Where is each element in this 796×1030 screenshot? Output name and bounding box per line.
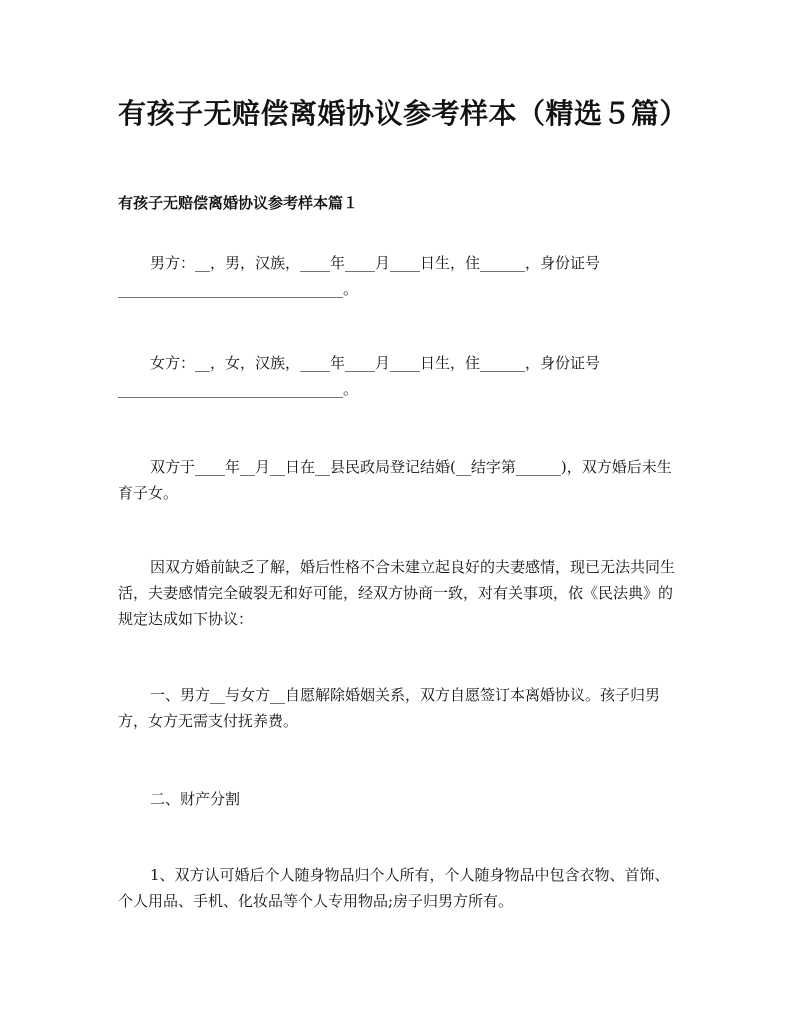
id-number-blank: ______________________________。: [118, 380, 359, 398]
paragraph-text: 女方：__，女，汉族，____年____月____日生，住______，身份证号: [150, 354, 601, 372]
paragraph-text: 男方：__，男，汉族，____年____月____日生，住______，身份证号: [150, 254, 601, 272]
paragraph-article-2-heading: 二、财产分割: [150, 790, 241, 808]
paragraph-property-item-1: 1、双方认可婚后个人随身物品归个人所有，个人随身物品中包含衣物、首饰、个人用品、手机、化妆品等个人专用物品;房子归男方所有。: [118, 866, 670, 910]
paragraph-female-party: [118, 350, 684, 402]
paragraph-marriage-registration: 双方于____年__月__日在__县民政局登记结婚(__结字第______)，双方婚后未生育子女。: [118, 458, 672, 502]
section-heading: 有孩子无赔偿离婚协议参考样本篇１: [118, 194, 359, 212]
paragraph-reason: 因双方婚前缺乏了解，婚后性格不合未建立起良好的夫妻感情，现已无法共同生活，夫妻感情完全破裂无和好可能，经双方协商一致，对有关事项，依《民法典》的规定达成如下协议：: [118, 558, 676, 628]
paragraph-male-party: [118, 250, 684, 302]
paragraph-article-1: 一、男方__与女方__自愿解除婚姻关系，双方自愿签订本离婚协议。孩子归男方，女方无需支付抚养费。: [118, 686, 661, 730]
id-number-blank: ______________________________。: [118, 280, 359, 298]
document-title: 有孩子无赔偿离婚协议参考样本（精选５篇）: [118, 97, 689, 130]
